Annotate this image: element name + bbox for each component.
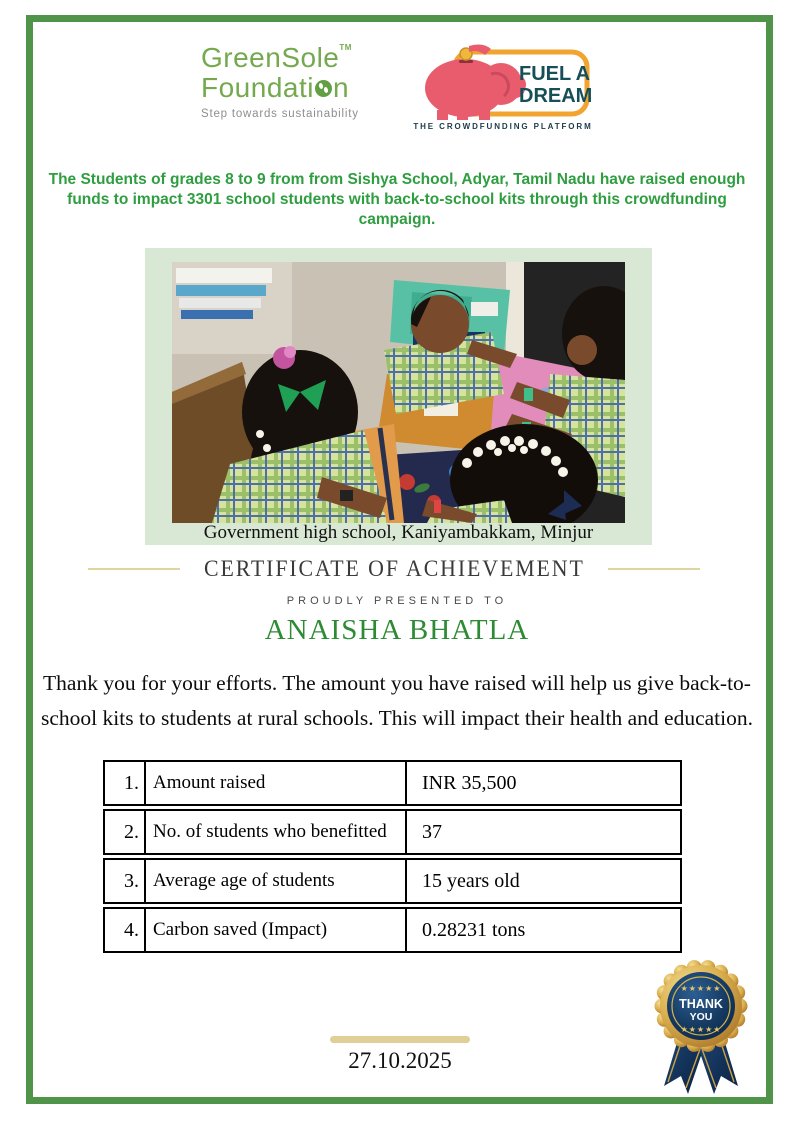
badge-stars-bottom: ★★★★★	[680, 1025, 722, 1034]
thank-you-badge-icon	[648, 956, 754, 1108]
logo-row	[0, 44, 794, 134]
left-rule	[88, 568, 180, 570]
fueladream-tagline: THE CROWDFUNDING PLATFORM	[413, 122, 593, 131]
row-number: 2.	[105, 811, 146, 853]
trademark-symbol: TM	[339, 43, 352, 52]
table-row	[103, 760, 682, 806]
right-rule	[608, 568, 700, 570]
row-value: 0.28231 tons	[422, 918, 526, 941]
row-label: No. of students who benefitted	[146, 811, 407, 853]
row-value: 15 years old	[422, 869, 520, 892]
thank-you-message: Thank you for your efforts. The amount you have raised will help us give back-to-school kits to students at rural schools. This will impact their health and education.	[41, 671, 753, 730]
foundation-text-post: n	[332, 72, 350, 103]
greensole-name: GreenSole	[201, 42, 340, 73]
row-number: 4.	[105, 909, 146, 951]
greensole-wordmark	[201, 44, 361, 72]
recipient-name: ANAISHA BHATLA	[264, 614, 530, 646]
badge-you: YOU	[689, 1011, 713, 1023]
table-row	[103, 809, 682, 855]
row-label: Average age of students	[146, 860, 407, 902]
badge-thank: THANK	[679, 997, 723, 1011]
footprint-icon	[315, 80, 332, 97]
row-number: 3.	[105, 860, 146, 902]
presented-label: PROUDLY PRESENTED TO	[286, 595, 508, 607]
svg-text:DREAM: DREAM	[519, 85, 593, 107]
badge-stars-top: ★★★★★	[680, 984, 722, 993]
campaign-headline: The Students of grades 8 to 9 from from Sishya School, Adyar, Tamil Nadu have raised enough funds to impact 3301 school students with back-to-school kits through this crowdfunding campaign.	[48, 171, 746, 228]
row-label: Carbon saved (Impact)	[146, 909, 407, 951]
greensole-foundation-wordmark	[201, 74, 361, 102]
row-label: Amount raised	[146, 762, 407, 804]
campaign-photo	[172, 262, 625, 523]
table-row	[103, 907, 682, 953]
fueladream-logo	[413, 44, 593, 134]
date-rule	[330, 1036, 470, 1043]
row-value: 37	[422, 820, 442, 843]
table-row	[103, 858, 682, 904]
photo-matte	[145, 248, 652, 545]
impact-table	[103, 760, 682, 956]
certificate-title: CERTIFICATE OF ACHIEVEMENT	[203, 556, 585, 581]
row-value: INR 35,500	[422, 771, 517, 794]
svg-text:FUEL A: FUEL A	[519, 63, 591, 85]
greensole-tagline: Step towards sustainability	[201, 108, 359, 120]
row-number: 1.	[105, 762, 146, 804]
foundation-text-pre: Foundati	[201, 72, 314, 103]
fueladream-elephant-icon	[413, 44, 593, 122]
certificate-title-row	[88, 556, 700, 582]
photo-caption: Government high school, Kaniyambakkam, Minjur	[203, 522, 594, 543]
greensole-foundation-logo	[201, 44, 361, 121]
date: 27.10.2025	[348, 1048, 452, 1073]
